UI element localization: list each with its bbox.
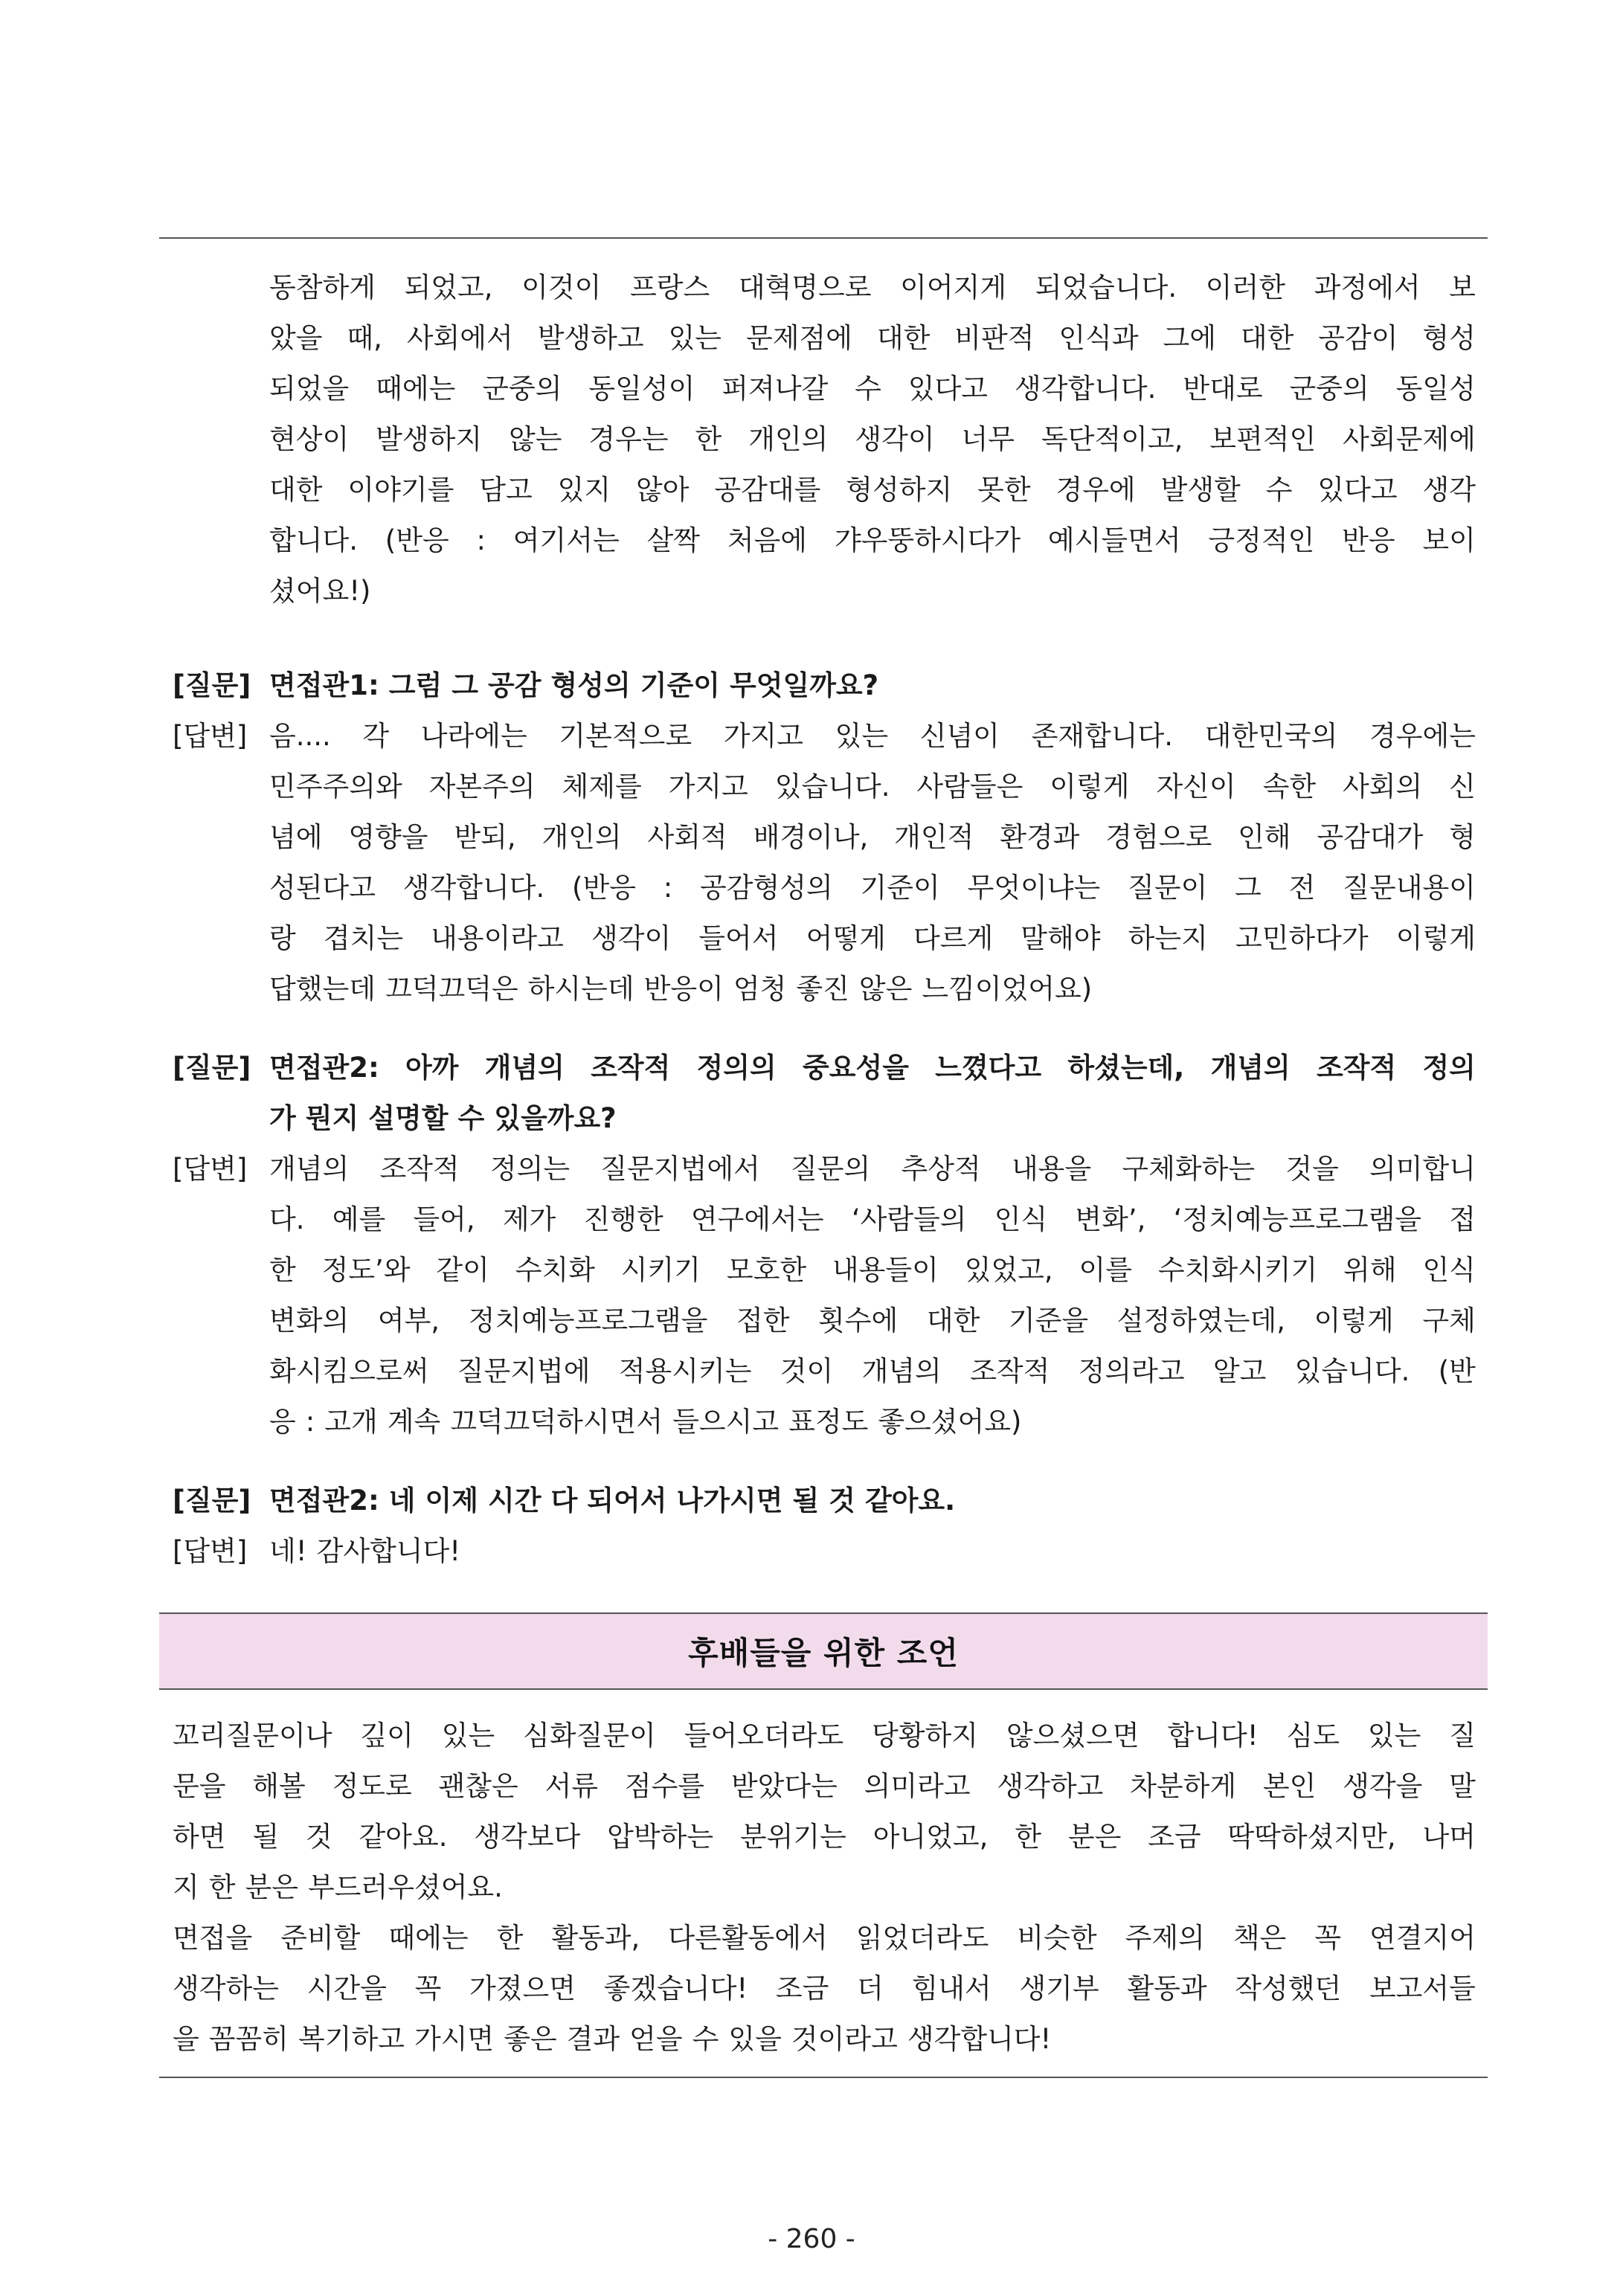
question-label: [질문]: [173, 1052, 251, 1084]
answer-line: 화시킴으로써 질문지법에 적용시키는 것이 개념의 조작적 정의라고 알고 있습니다. (반: [269, 1355, 1476, 1387]
answer-line: 음.... 각 나라에는 기본적으로 가지고 있는 신념이 존재합니다. 대한민국의 경우에는: [269, 720, 1476, 752]
answer-line: 합니다. (반응 : 여기서는 살짝 처음에 갸우뚱하시다가 예시들면서 긍정적인 반응 보이: [269, 524, 1476, 556]
answer-line: 네! 감사합니다!: [269, 1535, 461, 1567]
answer-label: [답변]: [173, 1153, 248, 1185]
advice-paragraph: [173, 1711, 1476, 2065]
answer-line: 응 : 고개 계속 끄덕끄덕하시면서 들으시고 표정도 좋으셨어요): [269, 1406, 1022, 1438]
question-text: [269, 660, 1476, 711]
answer-line: 답했는데 끄덕끄덕은 하시는데 반응이 엄청 좋진 않은 느낌이었어요): [269, 973, 1093, 1005]
advice-header: [159, 1612, 1488, 1690]
advice-title: 후배들을 위한 조언: [688, 1635, 959, 1671]
question-line: 면접관2: 아까 개념의 조작적 정의의 중요성을 느꼈다고 하셨는데, 개념의 조작적 정의: [269, 1052, 1476, 1084]
question-text: [269, 1043, 1476, 1144]
answer-line: 다. 예를 들어, 제가 진행한 연구에서는 ‘사람들의 인식 변화’, ‘정치예능프로그램을 접: [269, 1203, 1476, 1235]
answer-text: [269, 1526, 1476, 1577]
answer-line: 셨어요!): [269, 575, 371, 607]
bottom-rule: [159, 2077, 1488, 2078]
question-text: [269, 1476, 1476, 1526]
top-rule: [159, 237, 1488, 239]
answer-text: [269, 711, 1476, 1014]
answer-line: 성된다고 생각합니다. (반응 : 공감형성의 기준이 무엇이냐는 질문이 그 전 질문내용이: [269, 872, 1476, 904]
advice-line: 을 꼼꼼히 복기하고 가시면 좋은 결과 얻을 수 있을 것이라고 생각합니다!: [173, 2023, 1052, 2055]
answer-label: [답변]: [173, 720, 248, 752]
answer-line: 민주주의와 자본주의 체제를 가지고 있습니다. 사람들은 이렇게 자신이 속한 사회의 신: [269, 771, 1476, 803]
answer-text: [269, 1144, 1476, 1447]
answer-line: 변화의 여부, 정치예능프로그램을 접한 횟수에 대한 기준을 설정하였는데, 이렇게 구체: [269, 1305, 1476, 1337]
qa-block-1: [173, 660, 1476, 1014]
answer-line: 개념의 조작적 정의는 질문지법에서 질문의 추상적 내용을 구체화하는 것을 의미합니: [269, 1153, 1476, 1185]
question-line: 면접관1: 그럼 그 공감 형성의 기준이 무엇일까요?: [269, 669, 879, 701]
page-number: - 260 -: [768, 2224, 855, 2254]
answer-line: 았을 때, 사회에서 발생하고 있는 문제점에 대한 비판적 인식과 그에 대한 공감이 형성: [269, 322, 1476, 354]
question-line: 면접관2: 네 이제 시간 다 되어서 나가시면 될 것 같아요.: [269, 1485, 956, 1517]
advice-line: 지 한 분은 부드러우셨어요.: [173, 1871, 503, 1903]
answer-label: [답변]: [173, 1535, 248, 1567]
advice-line: 문을 해볼 정도로 괜찮은 서류 점수를 받았다는 의미라고 생각하고 차분하게 본인 생각을 말: [173, 1770, 1476, 1802]
qa-block-2: [173, 1043, 1476, 1447]
answer-line: 한 정도’와 같이 수치화 시키기 모호한 내용들이 있었고, 이를 수치화시키기 위해 인식: [269, 1254, 1476, 1286]
question-line: 가 뭔지 설명할 수 있을까요?: [269, 1102, 617, 1134]
answer-line: 념에 영향을 받되, 개인의 사회적 배경이나, 개인적 환경과 경험으로 인해 공감대가 형: [269, 821, 1476, 853]
question-label: [질문]: [173, 669, 251, 701]
answer-line: 현상이 발생하지 않는 경우는 한 개인의 생각이 너무 독단적이고, 보편적인 사회문제에: [269, 423, 1476, 455]
advice-line: 면접을 준비할 때에는 한 활동과, 다른활동에서 읽었더라도 비슷한 주제의 책은 꼭 연결지어: [173, 1922, 1476, 1954]
answer-line: 동참하게 되었고, 이것이 프랑스 대혁명으로 이어지게 되었습니다. 이러한 과정에서 보: [269, 271, 1476, 303]
qa-block-3: [173, 1476, 1476, 1577]
answer-line: 대한 이야기를 담고 있지 않아 공감대를 형성하지 못한 경우에 발생할 수 있다고 생각: [269, 474, 1476, 506]
question-label: [질문]: [173, 1485, 251, 1517]
advice-line: 생각하는 시간을 꼭 가졌으면 좋겠습니다! 조금 더 힘내서 생기부 활동과 작성했던 보고서들: [173, 1972, 1476, 2004]
answer-line: 되었을 때에는 군중의 동일성이 퍼져나갈 수 있다고 생각합니다. 반대로 군중의 동일성: [269, 373, 1476, 405]
advice-line: 꼬리질문이나 깊이 있는 심화질문이 들어오더라도 당황하지 않으셨으면 합니다! 심도 있는 질: [173, 1720, 1476, 1752]
intro-answer-paragraph: [269, 263, 1476, 617]
answer-line: 랑 겹치는 내용이라고 생각이 들어서 어떻게 다르게 말해야 하는지 고민하다가 이렇게: [269, 922, 1476, 954]
advice-line: 하면 될 것 같아요. 생각보다 압박하는 분위기는 아니었고, 한 분은 조금 딱딱하셨지만, 나머: [173, 1821, 1476, 1853]
